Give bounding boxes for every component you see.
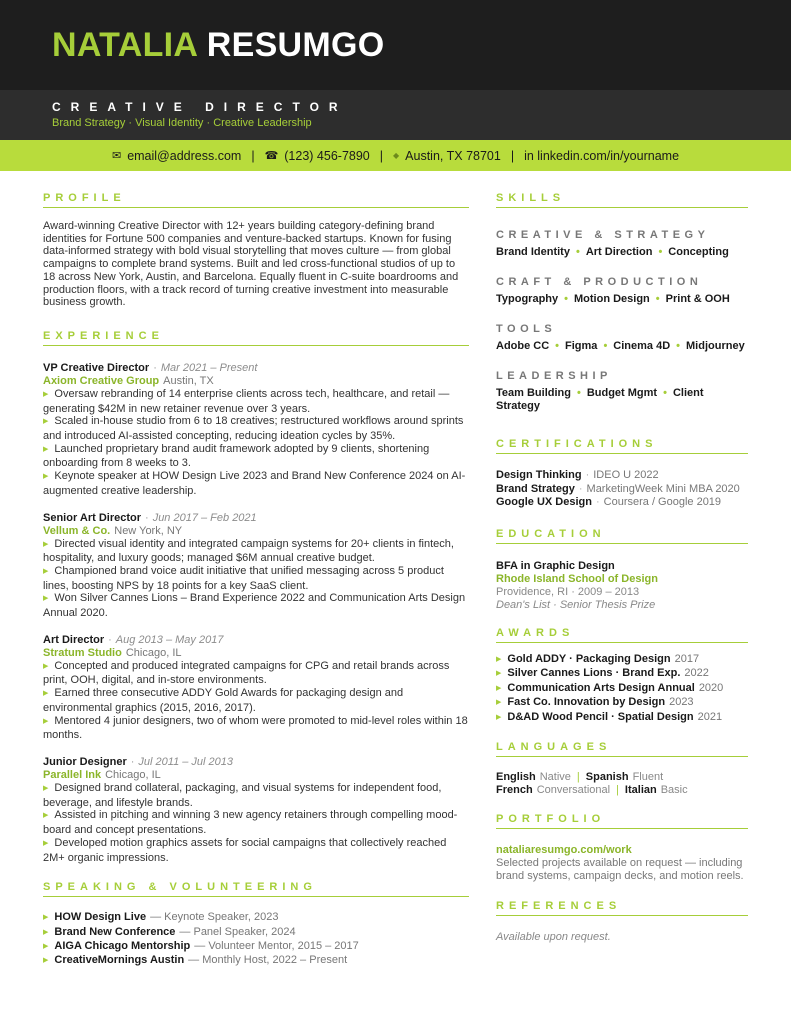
bullet-text: Directed visual identity and integrated campaign systems for 20+ clients in fintech, hospitality, and luxury goods; managed $6M annual creative budget. [43, 537, 454, 565]
skill-group [496, 229, 748, 259]
contact-separator: | [510, 148, 515, 163]
award-year: 2020 [698, 681, 724, 694]
speaking-list [43, 911, 469, 968]
speaking-detail: — Keynote Speaker, 2023 [150, 911, 279, 924]
location-icon: ◆ [393, 151, 400, 160]
job-title: Junior Designer [43, 755, 127, 768]
skill-separator: • [676, 340, 681, 352]
bullet-triangle-icon: ▶ [496, 684, 502, 692]
experience-heading: EXPERIENCE [43, 330, 469, 346]
separator-dot: · [108, 633, 112, 646]
skill-item: Brand Identity [496, 246, 570, 258]
company-name: Vellum & Co. [43, 524, 111, 537]
job-entry [43, 362, 469, 498]
skill-group [496, 276, 748, 306]
bullet-triangle-icon: ▶ [43, 390, 49, 398]
profile-heading: PROFILE [43, 192, 469, 208]
job-dates: Jun 2017 – Feb 2021 [152, 511, 257, 524]
bullet-text: Designed brand collateral, packaging, and visual systems for independent food, beverage, and lifestyle brands. [43, 781, 442, 809]
education-entry [496, 560, 748, 612]
award-year: 2021 [697, 710, 723, 723]
first-name: NATALIA [52, 26, 197, 64]
bullet-triangle-icon: ▶ [43, 662, 49, 670]
language-name: Spanish [585, 771, 629, 784]
language-level: Fluent [632, 771, 664, 784]
school-name: Rhode Island School of Design [496, 572, 658, 585]
skill-item: Motion Design [574, 293, 650, 305]
degree: BFA in Graphic Design [496, 559, 615, 572]
certification-name: Brand Strategy [496, 482, 575, 495]
skill-item: Midjourney [686, 340, 745, 352]
skill-group-heading: CREATIVE & STRATEGY [496, 229, 710, 241]
portfolio-entry [496, 844, 748, 883]
skill-separator: • [603, 340, 608, 352]
skill-item: Figma [565, 340, 598, 352]
bullet-triangle-icon: ▶ [43, 957, 49, 965]
bullet-item [43, 565, 469, 592]
language-row [496, 784, 748, 797]
speaking-event: CreativeMornings Austin [54, 954, 185, 967]
skill-item: Adobe CC [496, 340, 550, 352]
job-header [43, 362, 469, 375]
speaking-item [43, 954, 469, 968]
job-company-line [43, 647, 469, 660]
education-heading: EDUCATION [496, 528, 748, 544]
skill-separator: • [663, 387, 667, 399]
envelope-icon: ✉ [111, 150, 122, 162]
contact-separator: | [251, 148, 255, 163]
skill-group-heading: TOOLS [496, 323, 557, 335]
job-dates: Mar 2021 – Present [160, 361, 258, 374]
bullet-item [43, 809, 469, 836]
speaking-event: Brand New Conference [54, 925, 176, 938]
separator-dot: · [585, 469, 590, 481]
skill-item: Print & OOH [665, 293, 730, 305]
bullet-text: Keynote speaker at HOW Design Live 2023 and Brand New Conference 2024 on AI-augmented creative leadership. [43, 470, 466, 497]
certifications-heading: CERTIFICATIONS [496, 438, 748, 454]
awards-heading: AWARDS [496, 627, 748, 643]
award-item [496, 711, 748, 726]
separator-dot: · [595, 496, 600, 508]
certification-org: MarketingWeek Mini MBA 2020 [586, 482, 740, 495]
skill-item: Art Direction [585, 246, 653, 258]
language-name: French [496, 784, 533, 797]
award-year: 2017 [674, 652, 700, 665]
portfolio-description: Selected projects available on request — including brand systems, campaign decks, and motion reels. [496, 857, 744, 883]
certification-item [496, 483, 748, 497]
job-title: Senior Art Director [43, 511, 142, 524]
references-text: Available upon request. [496, 931, 611, 944]
job-dates: Aug 2013 – May 2017 [115, 633, 224, 646]
certification-item [496, 496, 748, 510]
skill-item: Concepting [668, 246, 729, 258]
separator-dot: · [145, 511, 149, 524]
language-name: Italian [624, 784, 657, 797]
skill-separator: • [575, 246, 580, 258]
skill-group [496, 370, 748, 413]
job-company-line [43, 375, 469, 388]
skill-separator: • [658, 246, 663, 258]
award-item [496, 667, 748, 682]
bullet-text: Earned three consecutive ADDY Gold Awards for packaging design and environmental graphics (2015, 2016, 2017). [43, 687, 404, 714]
speaking-item [43, 940, 469, 954]
award-item [496, 653, 748, 668]
language-level: Conversational [536, 784, 611, 797]
speaking-detail: — Volunteer Mentor, 2015 – 2017 [194, 939, 359, 952]
job-company-line [43, 769, 469, 782]
bullet-triangle-icon: ▶ [43, 540, 49, 548]
award-item [496, 682, 748, 697]
skill-group-heading: LEADERSHIP [496, 370, 612, 382]
bullet-triangle-icon: ▶ [496, 655, 502, 663]
company-name: Axiom Creative Group [43, 374, 160, 387]
skill-items [496, 246, 748, 259]
award-name: Fast Co. Innovation by Design [507, 696, 666, 709]
contact-bar [0, 140, 791, 171]
certification-name: Google UX Design [496, 496, 592, 508]
skills-list [496, 229, 748, 413]
skill-item: Client Strategy [496, 387, 704, 412]
bullet-triangle-icon: ▶ [496, 713, 502, 721]
skill-separator: • [655, 293, 660, 305]
separator-dot: · [578, 482, 583, 495]
bullet-item [43, 415, 469, 442]
awards-list [496, 653, 748, 726]
skill-item: Team Building [496, 387, 571, 399]
speaking-detail: — Panel Speaker, 2024 [179, 925, 296, 938]
job-header [43, 756, 469, 769]
candidate-name [52, 26, 385, 64]
separator-dot: · [153, 361, 157, 374]
tagline: Brand Strategy · Visual Identity · Creative Leadership [52, 117, 312, 129]
language-level: Basic [660, 784, 688, 797]
job-entry [43, 756, 469, 864]
skills-heading: SKILLS [496, 192, 748, 208]
bullet-item [43, 660, 469, 687]
portfolio-link[interactable]: nataliaresumgo.com/work [496, 844, 632, 857]
certification-org: IDEO U 2022 [593, 469, 659, 481]
company-name: Stratum Studio [43, 646, 122, 659]
profile-summary: Award-winning Creative Director with 12+ years building category-defining brand identities for Fortune 500 companies and venture-backed startups. Known for fusing data-informed strategy with bold visual storytelling that moves culture — from global campaigns to complete brand systems. Built and led cross-functional studios of up to 18 across New York, Austin, and Barcelona. Equally fluent in C-suite boardrooms and production floors, with a track record of turning creative investment into measurable business growth. [43, 220, 459, 309]
speaking-item [43, 926, 469, 940]
bullet-triangle-icon: ▶ [43, 445, 49, 453]
email-link[interactable]: email@address.com [127, 148, 242, 163]
bullet-text: Launched proprietary brand audit framework adopted by 9 clients, shortening onboarding from 8 weeks to 3. [43, 442, 430, 470]
contact-separator: | [379, 148, 383, 163]
job-dates: Jul 2011 – Jul 2013 [138, 755, 234, 768]
award-name: Gold ADDY · Packaging Design [507, 652, 671, 665]
bullet-triangle-icon: ▶ [496, 699, 502, 707]
languages-list [496, 771, 748, 797]
language-separator: | [616, 784, 619, 797]
bullet-triangle-icon: ▶ [43, 839, 49, 847]
references-heading: REFERENCES [496, 900, 748, 916]
skill-items [496, 340, 748, 353]
bullet-text: Oversaw rebranding of 14 enterprise clients across tech, healthcare, and retail — generating $42M in new retainer revenue over 3 years. [43, 387, 450, 415]
award-name: Silver Cannes Lions · Brand Exp. [507, 667, 681, 680]
bullet-item [43, 782, 469, 809]
job-location: New York, NY [114, 524, 183, 537]
bullet-item [43, 592, 469, 619]
phone-icon: ☎ [264, 150, 279, 162]
certification-item [496, 469, 748, 483]
certifications-list [496, 469, 748, 510]
skill-group [496, 323, 748, 353]
phone-link[interactable]: (123) 456-7890 [284, 148, 370, 163]
award-name: D&AD Wood Pencil · Spatial Design [507, 710, 694, 723]
bullet-triangle-icon: ▶ [496, 670, 502, 678]
bullet-triangle-icon: ▶ [43, 914, 49, 922]
speaking-detail: — Monthly Host, 2022 – Present [188, 954, 348, 967]
language-row [496, 771, 748, 784]
job-header [43, 634, 469, 647]
separator-dot: · [130, 755, 135, 768]
job-entry [43, 634, 469, 742]
experience-list [43, 362, 469, 864]
certification-name: Design Thinking [496, 469, 582, 481]
bullet-triangle-icon: ▶ [43, 717, 49, 725]
bullet-item [43, 443, 469, 470]
bullet-triangle-icon: ▶ [43, 928, 49, 936]
bullet-triangle-icon: ▶ [43, 418, 49, 426]
job-location: Chicago, IL [105, 768, 161, 781]
last-name: RESUMGO [206, 26, 385, 64]
bullet-text: Won Silver Cannes Lions – Brand Experience 2022 and Communication Arts Design Annual 2020. [43, 592, 466, 620]
speaking-item [43, 911, 469, 925]
school-honors: Dean's List · Senior Thesis Prize [496, 598, 656, 611]
job-company-line [43, 525, 469, 538]
bullet-item [43, 837, 469, 864]
bullet-item [43, 388, 469, 415]
job-title: VP Creative Director [43, 361, 150, 374]
bullet-triangle-icon: ▶ [43, 473, 49, 481]
bullet-text: Mentored 4 junior designers, two of whom were promoted to mid-level roles within 18 months. [43, 714, 468, 742]
skill-items [496, 387, 748, 413]
certification-org: Coursera / Google 2019 [603, 496, 722, 508]
job-title: Art Director [43, 633, 105, 646]
school-location-dates: Providence, RI · 2009 – 2013 [496, 585, 640, 598]
award-item [496, 696, 748, 711]
bullet-item [43, 687, 469, 714]
skill-items [496, 293, 748, 306]
left-column [43, 192, 469, 968]
job-location: Austin, TX [163, 374, 214, 387]
skill-separator: • [576, 387, 581, 399]
bullet-text: Scaled in-house studio from 6 to 18 creatives; restructured workflows around sprints and introduced AI-assisted concepting, reducing ideation cycles by 35%. [43, 415, 464, 443]
speaking-event: HOW Design Live [54, 911, 147, 924]
job-entry [43, 512, 469, 620]
bullet-item [43, 470, 469, 497]
language-level: Native [539, 771, 571, 784]
bullet-triangle-icon: ▶ [43, 812, 49, 820]
language-name: English [496, 771, 536, 784]
skill-item: Cinema 4D [613, 340, 671, 352]
skill-item: Typography [496, 293, 559, 305]
skill-item: Budget Mgmt [586, 387, 658, 399]
bullet-text: Developed motion graphics assets for social campaigns that collectively reached 2M+ organic impressions. [43, 836, 447, 864]
language-separator: | [576, 771, 580, 784]
title-band [0, 90, 791, 140]
bullet-item [43, 538, 469, 565]
job-header [43, 512, 469, 525]
bullet-text: Championed brand voice audit initiative that unified messaging across 5 product lines, boosting NPS by 18 points for a key SaaS client. [43, 564, 444, 592]
bullet-item [43, 715, 469, 742]
award-year: 2022 [684, 667, 709, 680]
job-location: Chicago, IL [125, 646, 182, 659]
location-text: Austin, TX 78701 [405, 148, 501, 163]
bullet-triangle-icon: ▶ [43, 567, 49, 575]
company-name: Parallel Ink [43, 768, 102, 781]
bullet-triangle-icon: ▶ [43, 595, 49, 603]
bullet-triangle-icon: ▶ [43, 784, 49, 792]
skill-separator: • [564, 293, 568, 305]
bullet-text: Assisted in pitching and winning 3 new agency retainers through compelling mood-board and concept presentations. [43, 809, 458, 837]
award-year: 2023 [669, 696, 694, 709]
speaking-heading: SPEAKING & VOLUNTEERING [43, 881, 469, 897]
skill-separator: • [555, 340, 560, 352]
languages-heading: LANGUAGES [496, 741, 748, 757]
award-name: Communication Arts Design Annual [507, 681, 695, 694]
skill-group-heading: CRAFT & PRODUCTION [496, 276, 703, 288]
speaking-event: AIGA Chicago Mentorship [54, 939, 191, 952]
portfolio-heading: PORTFOLIO [496, 813, 748, 829]
linkedin-link[interactable]: in linkedin.com/in/yourname [524, 148, 680, 163]
bullet-triangle-icon: ▶ [43, 942, 49, 950]
job-title-heading: CREATIVE DIRECTOR [52, 100, 348, 114]
right-column [496, 192, 748, 944]
bullet-triangle-icon: ▶ [43, 690, 49, 698]
bullet-text: Concepted and produced integrated campaigns for CPG and retail brands across print, OOH, digital, and in-store environments. [43, 659, 450, 687]
